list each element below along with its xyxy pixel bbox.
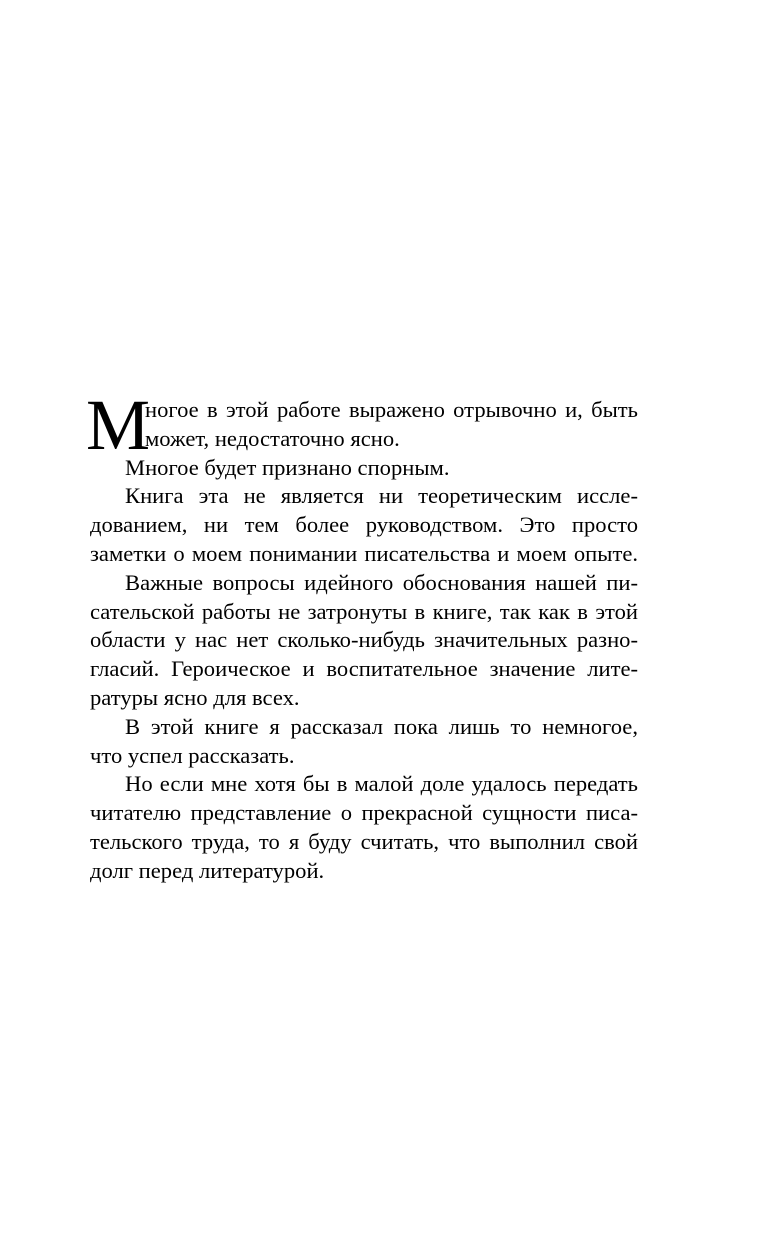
line-text: может, недостаточно ясно. xyxy=(145,425,400,451)
text-line: ратуры ясно для всех. xyxy=(90,684,300,710)
text-line: читателю представление о прекрасной сущности писа- xyxy=(90,800,638,826)
text-line: дованием, ни тем более руководством. Это просто xyxy=(90,512,638,538)
text-line: тельского труда, то я буду считать, что выполнил свой xyxy=(90,828,638,854)
text-line: В этой книге я рассказал пока лишь то немногое, xyxy=(125,713,638,739)
text-line: долг перед литературой. xyxy=(90,857,325,883)
text-line: Книга эта не является ни теоретическим иссле- xyxy=(125,483,638,509)
text-line: Но если мне хотя бы в малой доле удалось передать xyxy=(125,771,638,797)
text-line: сательской работы не затронуты в книге, так как в этой xyxy=(90,598,638,624)
text-line xyxy=(90,425,638,454)
text-line: гласий. Героическое и воспитательное значение лите- xyxy=(90,656,638,682)
text-line: что успел рассказать. xyxy=(90,742,295,768)
text-line: Важные вопросы идейного обоснования нашей пи- xyxy=(125,569,638,595)
text-line: Многое будет признано спорным. xyxy=(125,454,450,480)
preface-text xyxy=(86,385,638,886)
drop-cap: М xyxy=(86,385,151,465)
text-line: области у нас нет сколько-нибудь значительных разно- xyxy=(90,627,638,653)
text-line: заметки о моем понимании писательства и моем опыте. xyxy=(90,540,638,566)
line-text: ногое в этой работе выражено отрывочно и, быть xyxy=(145,397,638,422)
